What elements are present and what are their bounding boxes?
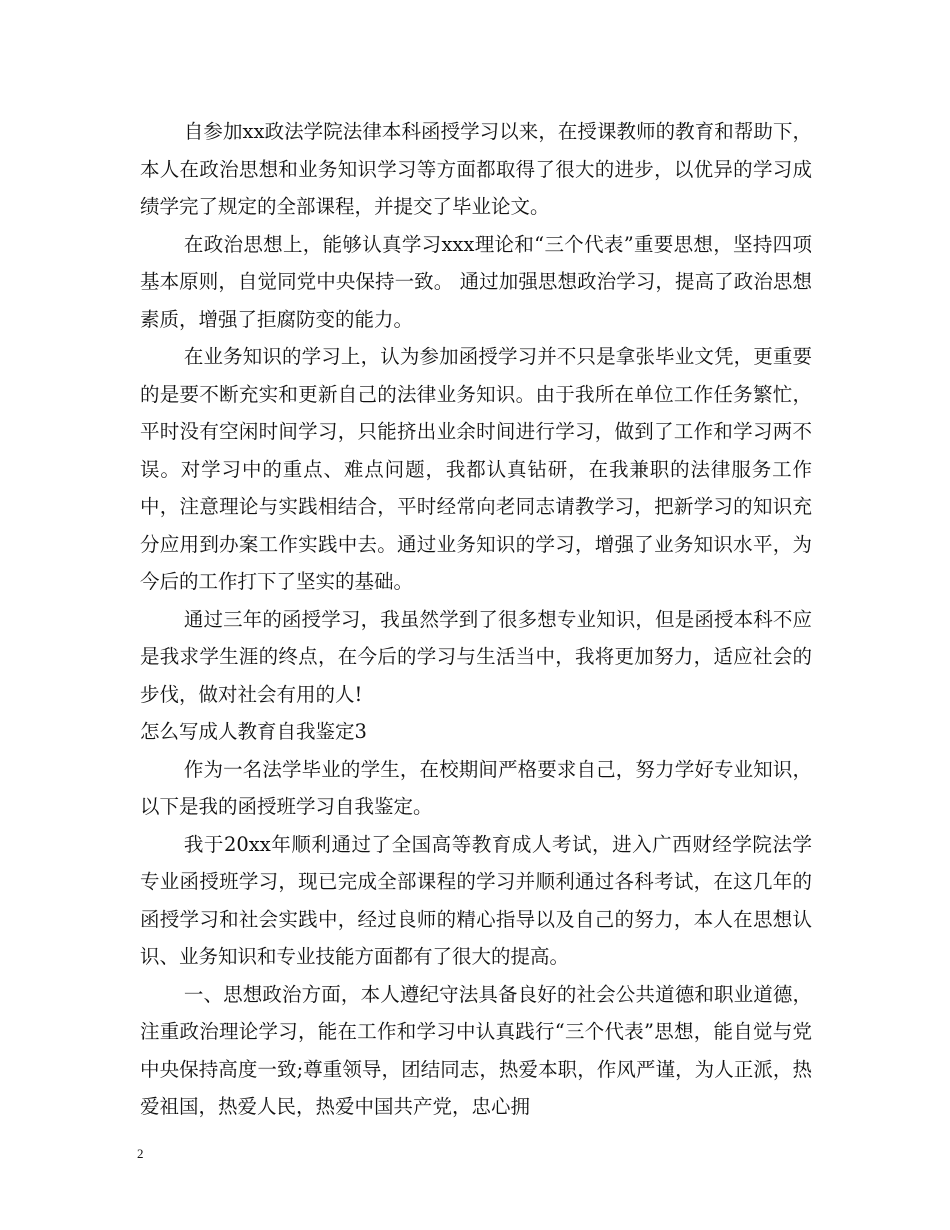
paragraph-intro: 自参加xx政法学院法律本科函授学习以来，在授课教师的教育和帮助下，本人在政治思想和业务知识学习等方面都取得了很大的进步，以优异的学习成绩学完了规定的全部课程，并提交了毕业论文。 — [140, 120, 812, 218]
page-number: 2 — [137, 1146, 144, 1161]
paragraph-professional-knowledge: 在业务知识的学习上，认为参加函授学习并不只是拿张毕业文凭，更重要的是要不断充实和更新自己的法律业务知识。由于我所在单位工作任务繁忙，平时没有空闲时间学习，只能挤出业余时间进行学习，做到了工作和学习两不误。对学习中的重点、难点问题，我都认真钻研，在我兼职的法律服务工作中，注意理论与实践相结合，平时经常向老同志请教学习，把新学习的知识充分应用到办案工作实践中去。通过业务知识的学习，增强了业务知识水平，为今后的工作打下了坚实的基础。 — [140, 345, 812, 593]
paragraph-ideology: 一、思想政治方面，本人遵纪守法具备良好的社会公共道德和职业道德，注重政治理论学习，能在工作和学习中认真践行“三个代表”思想，能自觉与党中央保持高度一致;尊重领导，团结同志，热爱本职，作风严谨，为人正派，热爱祖国，热爱人民，热爱中国共产党，忠心拥 — [140, 982, 812, 1118]
document-body — [140, 113, 812, 1126]
paragraph-section-intro: 作为一名法学毕业的学生，在校期间严格要求自己，努力学好专业知识，以下是我的函授班学习自我鉴定。 — [140, 757, 812, 818]
paragraph-conclusion: 通过三年的函授学习，我虽然学到了很多想专业知识，但是函授本科不应是我求学生涯的终点，在今后的学习与生活当中，我将更加努力，适应社会的步伐，做对社会有用的人! — [140, 607, 812, 706]
paragraph-enrollment: 我于20xx年顺利通过了全国高等教育成人考试，进入广西财经学院法学专业函授班学习，现已完成全部课程的学习并顺利通过各科考试，在这几年的函授学习和社会实践中，经过良师的精心指导以及自己的努力，本人在思想认识、业务知识和专业技能方面都有了很大的提高。 — [140, 832, 812, 968]
section-heading: 怎么写成人教育自我鉴定3 — [140, 720, 367, 743]
paragraph-political-thought: 在政治思想上，能够认真学习xxx理论和“三个代表”重要思想，坚持四项基本原则，自觉同党中央保持一致。 通过加强思想政治学习，提高了政治思想素质，增强了拒腐防变的能力。 — [140, 232, 812, 331]
